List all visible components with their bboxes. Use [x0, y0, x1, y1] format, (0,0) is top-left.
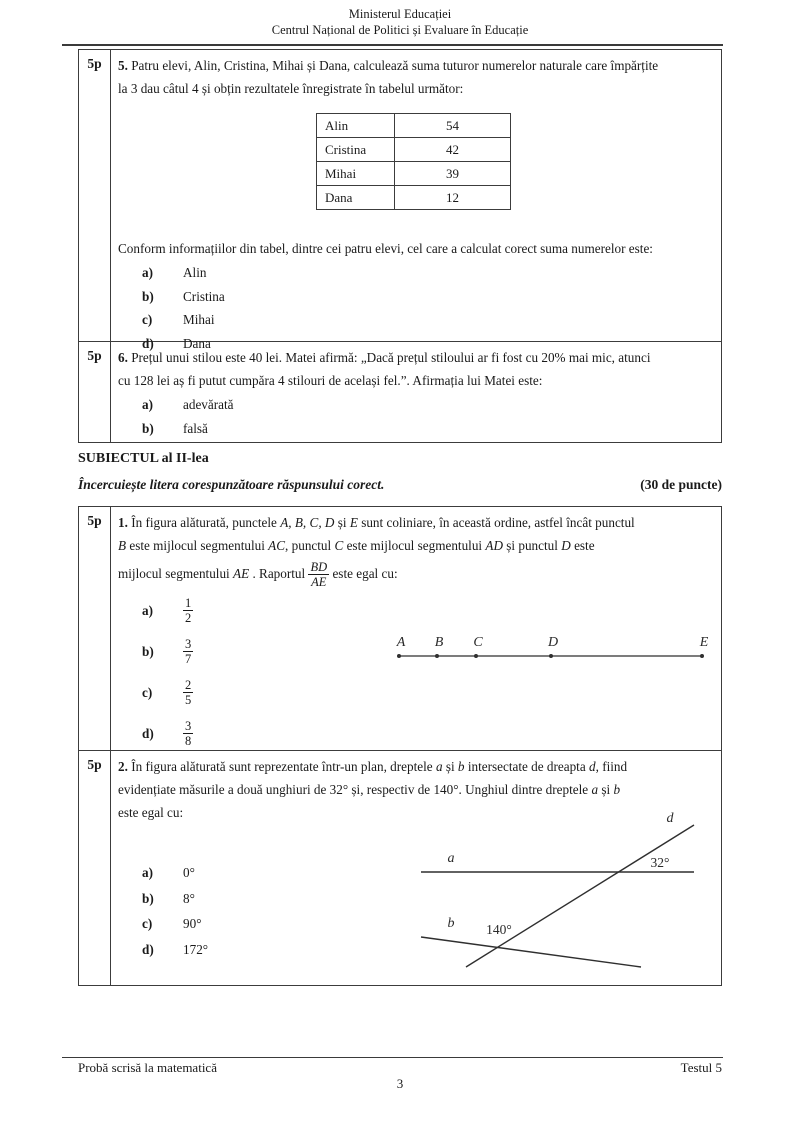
- option-b: [118, 285, 713, 309]
- question-5-text-line1: 5. Patru elevi, Alin, Cristina, Mihai și Dana, calculează suma tuturor numerelor naturale care împărțite: [118, 58, 659, 73]
- line3-pre: mijlocul segmentului AE . Raportul: [118, 566, 309, 581]
- fraction-numerator: 1: [185, 596, 192, 610]
- question-5-text-line2: la 3 dau câtul 4 și obțin rezultatele înregistrate în tabelul următor:: [118, 81, 464, 96]
- option-text: 172°: [183, 941, 209, 957]
- student-name: Dana: [317, 186, 395, 210]
- header-ministry: Ministerul Educației: [348, 7, 452, 21]
- option-label: a): [142, 265, 153, 280]
- question-1-content: [111, 507, 721, 750]
- student-name: Mihai: [317, 162, 395, 186]
- point-D-dot: [549, 654, 553, 658]
- question-6-options: [118, 393, 713, 440]
- point-A-label: A: [396, 635, 406, 650]
- option-label: c): [142, 685, 153, 700]
- point-A-dot: [397, 654, 401, 658]
- line-b-label: b: [447, 916, 455, 931]
- subject2-title: SUBIECTUL al II-lea: [78, 451, 209, 466]
- question-6-text-line1: 6. Prețul unui stilou este 40 lei. Matei afirmă: „Dacă prețul stiloului ar fi fost cu 20% mai mic, atunci: [118, 350, 651, 365]
- header-center: Centrul Național de Politici și Evaluare în Educație: [271, 23, 529, 37]
- option-text: 0°: [183, 865, 195, 880]
- table-row: [317, 186, 511, 210]
- subject1-table: [78, 49, 722, 443]
- question-1-points: 5p: [79, 507, 111, 750]
- option-text: 90°: [183, 916, 202, 931]
- student-name: Alin: [317, 114, 395, 138]
- subject2-instruction-row: [78, 477, 722, 493]
- collinear-points-figure: [396, 629, 712, 669]
- question-6-row: [79, 342, 721, 442]
- number-line-svg: [396, 629, 712, 669]
- subject2-instruction: Încercuiește litera corespunzătoare răspunsului corect.: [78, 477, 385, 492]
- option-label: b): [142, 644, 154, 659]
- fraction-numerator: 2: [185, 678, 192, 692]
- point-B-dot: [435, 654, 439, 658]
- question-6-content: [111, 342, 721, 442]
- student-value: 39: [395, 162, 511, 186]
- fraction-denominator: AE: [311, 575, 327, 590]
- option-a: [118, 261, 713, 285]
- option-text: Alin: [183, 265, 207, 280]
- intersecting-lines-figure: [411, 806, 711, 984]
- question-5-conform-text: Conform informațiilor din tabel, dintre cei patru elevi, cel care a calculat corect suma numerelor este:: [118, 241, 653, 256]
- option-text: Cristina: [183, 288, 225, 304]
- option-fraction: [183, 719, 193, 748]
- question-5-options: [118, 261, 713, 355]
- point-C-label: C: [473, 635, 483, 650]
- option-label: d): [142, 941, 154, 957]
- option-label: d): [142, 335, 154, 351]
- fraction-denominator: 2: [185, 611, 192, 625]
- question-1-text-line1: 1. În figura alăturată, punctele A, B, C, D și E sunt coliniare, în această ordine, astfel încât punctul: [118, 515, 635, 530]
- option-label: c): [142, 312, 153, 327]
- option-c: [118, 308, 713, 332]
- option-label: b): [142, 890, 154, 906]
- option-label: a): [142, 865, 153, 880]
- option-c: [118, 672, 713, 713]
- question-5-row: [79, 50, 721, 351]
- option-fraction: [183, 637, 193, 666]
- table-row: [317, 138, 511, 162]
- question-2-content: [111, 751, 721, 985]
- question-2-text-line2: evidențiate măsurile a două unghiuri de 32° și, respectiv de 140°. Unghiul dintre dreptele a și b: [118, 782, 621, 797]
- question-2-points: 5p: [79, 751, 111, 985]
- option-text: falsă: [183, 420, 208, 436]
- footer-rule: [62, 1057, 723, 1058]
- fraction-denominator: 7: [185, 652, 192, 666]
- question-1-options: [118, 590, 713, 754]
- option-fraction: [183, 596, 193, 625]
- option-label: a): [142, 603, 153, 618]
- option-text: 8°: [183, 890, 195, 906]
- option-a: [118, 393, 713, 417]
- question-5-points: 5p: [79, 50, 111, 341]
- option-label: b): [142, 288, 154, 304]
- student-value: 12: [395, 186, 511, 210]
- student-value: 54: [395, 114, 511, 138]
- subject2-points-total: (30 de puncte): [640, 477, 722, 492]
- option-b: [118, 417, 713, 441]
- lines-svg: [411, 806, 711, 984]
- point-E-label: E: [699, 635, 709, 650]
- footer-row: [78, 1060, 722, 1076]
- table-row: [317, 114, 511, 138]
- question-5-content: [111, 50, 721, 351]
- question-2-text-line3: este egal cu:: [118, 805, 184, 820]
- line-d: [466, 825, 694, 967]
- option-label: a): [142, 397, 153, 412]
- student-name: Cristina: [317, 138, 395, 162]
- line-a-label: a: [447, 851, 455, 866]
- ratio-fraction: [308, 560, 329, 589]
- table-row: [317, 162, 511, 186]
- footer-left: Probă scrisă la matematică: [78, 1060, 217, 1075]
- option-label: b): [142, 420, 154, 436]
- point-E-dot: [700, 654, 704, 658]
- question-6-points: 5p: [79, 342, 111, 442]
- point-C-dot: [474, 654, 478, 658]
- option-d: [118, 713, 713, 754]
- line3-post: este egal cu:: [329, 566, 398, 581]
- option-label: c): [142, 916, 153, 931]
- point-B-label: B: [434, 635, 444, 650]
- fraction-numerator: BD: [310, 560, 328, 575]
- student-value: 42: [395, 138, 511, 162]
- subject2-question-2-row: [79, 751, 721, 985]
- question-2-text-line1: 2. În figura alăturată sunt reprezentate într-un plan, dreptele a și b intersectate de dreapta d, fiind: [118, 759, 628, 774]
- subject2-question-1-row: [79, 507, 721, 751]
- question-6-text-line2: cu 128 lei aș fi putut cumpăra 4 stilouri de același fel.”. Afirmația lui Matei este:: [118, 373, 543, 388]
- question-1-text-line2: B este mijlocul segmentului AC, punctul C este mijlocul segmentului AD și punctul D este: [118, 538, 595, 553]
- angle-32-label: 32°: [650, 855, 670, 870]
- option-label: d): [142, 726, 154, 741]
- footer-right: Testul 5: [680, 1060, 722, 1075]
- fraction-numerator: 3: [185, 637, 192, 651]
- fraction-numerator: 3: [185, 719, 192, 733]
- fraction-denominator: 5: [185, 693, 192, 707]
- line-b: [421, 937, 641, 967]
- question-1-text-line3: [118, 557, 713, 590]
- page-number: 3: [396, 1076, 404, 1091]
- subject2-table: [78, 506, 722, 986]
- option-text: adevărată: [183, 397, 234, 412]
- option-text: Dana: [183, 335, 211, 351]
- results-table: [316, 113, 511, 210]
- point-D-label: D: [547, 635, 559, 650]
- option-fraction: [183, 678, 193, 707]
- angle-140-label: 140°: [486, 922, 512, 937]
- fraction-denominator: 8: [185, 734, 192, 748]
- header-rule: [62, 44, 723, 46]
- line-d-label: d: [666, 811, 674, 826]
- option-a: [118, 590, 713, 631]
- option-text: Mihai: [183, 312, 215, 327]
